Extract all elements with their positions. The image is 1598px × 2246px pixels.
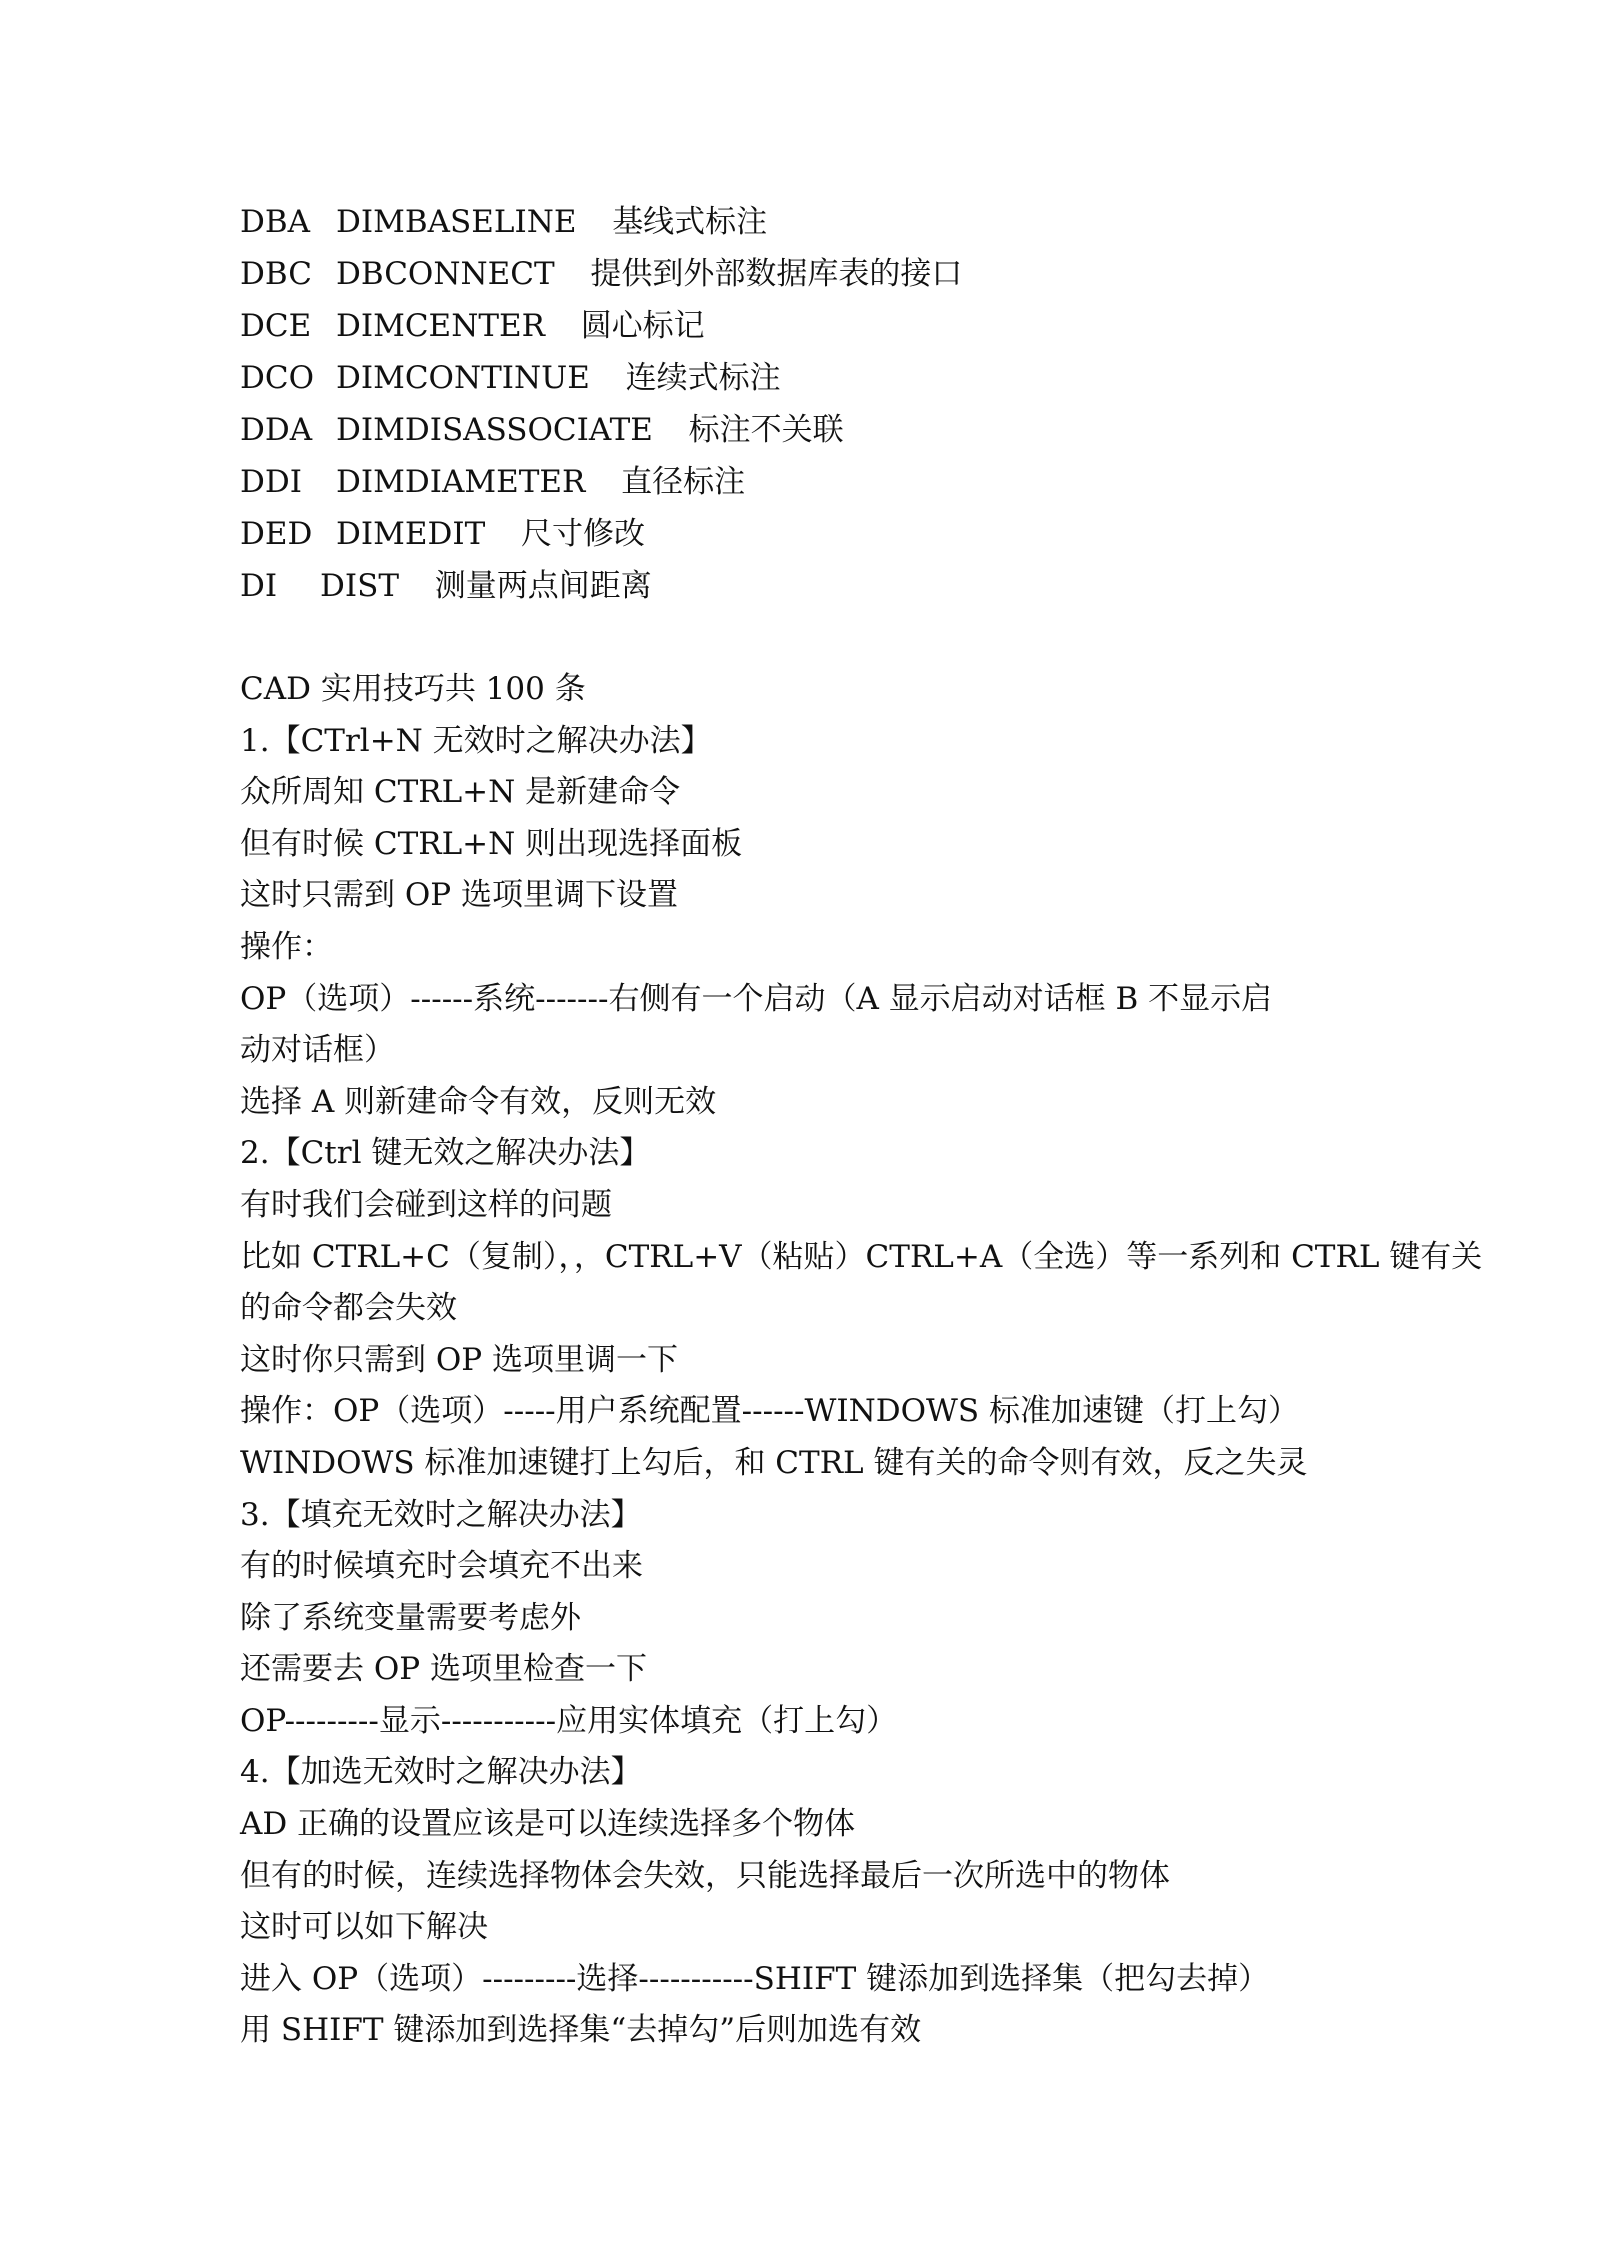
text-line: 但有的时候，连续选择物体会失效，只能选择最后一次所选中的物体 (240, 1857, 1170, 1894)
command-row (240, 300, 1440, 352)
tip-heading: 3.【填充无效时之解决办法】 (240, 1496, 642, 1533)
command-desc: 圆心标记 (580, 308, 705, 344)
command-row (240, 352, 1440, 404)
command-abbr: DI (240, 568, 278, 604)
command-full: DIMBASELINE (336, 204, 577, 240)
command-full: DIST (320, 568, 400, 604)
command-row (240, 560, 1440, 612)
text-line: WINDOWS 标准加速键打上勾后，和 CTRL 键有关的命令则有效，反之失灵 (240, 1444, 1308, 1481)
text-line: 的命令都会失效 (240, 1290, 457, 1327)
command-row (240, 508, 1440, 560)
text-line: 除了系统变量需要考虑外 (240, 1599, 581, 1636)
text-line: 动对话框） (240, 1032, 395, 1069)
text-line: AD 正确的设置应该是可以连续选择多个物体 (240, 1806, 856, 1843)
command-abbr: DCO (240, 360, 314, 396)
command-abbr: DED (240, 516, 313, 552)
command-full: DIMCONTINUE (336, 360, 590, 396)
command-abbr: DBA (240, 204, 311, 240)
text-line: 众所周知 CTRL+N 是新建命令 (240, 774, 681, 811)
text-line: OP（选项）------系统-------右侧有一个启动（A 显示启动对话框 B 不显示启 (240, 980, 1273, 1017)
text-line: 操作：OP（选项）-----用户系统配置------WINDOWS 标准加速键（打上勾） (240, 1393, 1299, 1430)
command-full: DIMDISASSOCIATE (336, 412, 653, 448)
command-desc: 直径标注 (621, 464, 746, 500)
text-line: 有时我们会碰到这样的问题 (240, 1186, 612, 1223)
text-line: 有的时候填充时会填充不出来 (240, 1548, 643, 1585)
tip-heading: 2.【Ctrl 键无效之解决办法】 (240, 1135, 651, 1172)
command-full: DIMCENTER (336, 308, 545, 344)
command-desc: 尺寸修改 (520, 516, 645, 552)
tips-content (240, 664, 1483, 2057)
text-line: 还需要去 OP 选项里检查一下 (240, 1651, 647, 1688)
text-line: 这时可以如下解决 (240, 1909, 488, 1946)
command-abbr: DDI (240, 464, 302, 500)
text-line: 选择 A 则新建命令有效，反则无效 (240, 1083, 717, 1120)
text-line: 比如 CTRL+C（复制），，CTRL+V（粘贴）CTRL+A（全选）等一系列和 CTRL 键有关 (240, 1238, 1483, 1275)
command-list (240, 196, 1440, 612)
command-full: DIMDIAMETER (336, 464, 586, 500)
command-desc: 提供到外部数据库表的接口 (590, 256, 963, 292)
command-row (240, 404, 1440, 456)
text-line: 这时你只需到 OP 选项里调一下 (240, 1341, 678, 1378)
text-line: 操作： (240, 928, 333, 965)
command-abbr: DBC (240, 256, 312, 292)
command-row (240, 248, 1440, 300)
command-desc: 测量两点间距离 (434, 568, 652, 604)
text-line: 用 SHIFT 键添加到选择集“去掉勾”后则加选有效 (240, 2012, 922, 2049)
command-row (240, 456, 1440, 508)
section-title: CAD 实用技巧共 100 条 (240, 671, 586, 707)
tip-heading: 1.【CTrl+N 无效时之解决办法】 (240, 722, 712, 759)
command-desc: 连续式标注 (625, 360, 781, 396)
command-row (240, 196, 1440, 248)
tip-heading: 4.【加选无效时之解决办法】 (240, 1754, 642, 1791)
text-line: 但有时候 CTRL+N 则出现选择面板 (240, 825, 743, 862)
command-abbr: DDA (240, 412, 313, 448)
command-desc: 基线式标注 (612, 204, 768, 240)
command-abbr: DCE (240, 308, 312, 344)
text-line: 进入 OP（选项）---------选择-----------SHIFT 键添加到选择集（把勾去掉） (240, 1960, 1270, 1997)
command-full: DIMEDIT (336, 516, 486, 552)
command-desc: 标注不关联 (688, 412, 844, 448)
text-line: 这时只需到 OP 选项里调下设置 (240, 877, 678, 914)
command-full: DBCONNECT (336, 256, 555, 292)
text-line: OP---------显示-----------应用实体填充（打上勾） (240, 1702, 898, 1739)
